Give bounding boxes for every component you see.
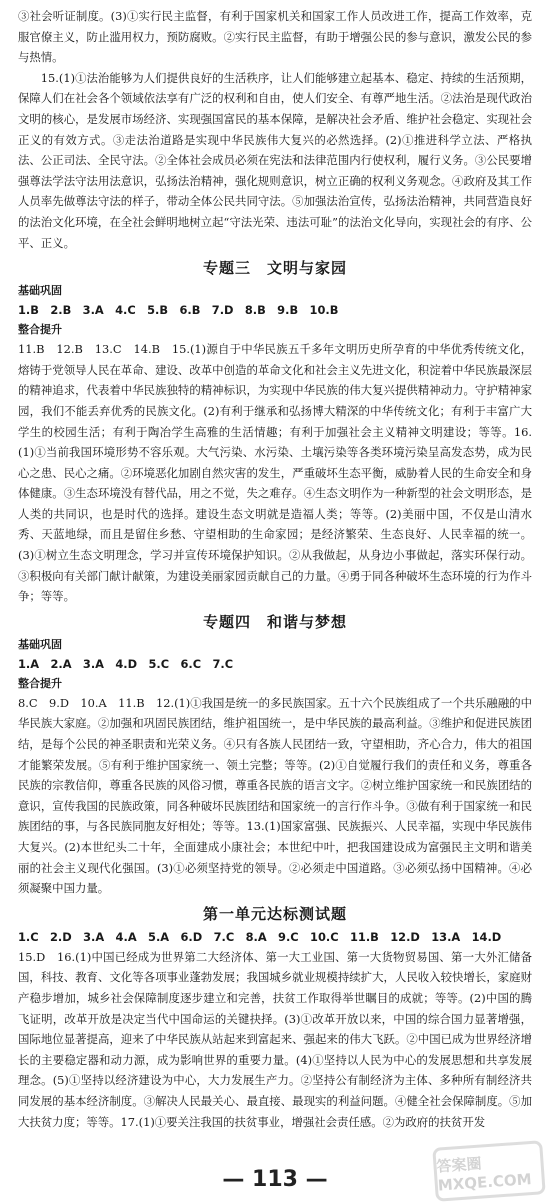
section3-basic-answers: 1.B 2.B 3.A 4.C 5.B 6.B 7.D 8.B 9.B 10.B — [18, 303, 339, 318]
section4-basic-answers: 1.A 2.A 3.A 4.D 5.C 6.C 7.C — [18, 656, 234, 671]
section3-advanced-text: 11.B 12.B 13.C 14.B 15.(1)源自于中华民族五千多年文明历史所孕育的中华优秀传统文化，熔铸于党领导人民在革命、建设、改革中创造的革命文化和社会主义先进文化，积淀着中华民族最深层的精神追求，代表着中华民族独特的精神标识，为实现中华民族的伟大复兴提供精神动力。守护精神家园，我们不能丢弃优秀的民族文化。(2)有利于继承和弘扬博大精深的中华传统文化；有利于丰富广大学生的校园生活；有利于陶冶学生高雅的生活情趣；有利于加强社会主义精神文明建设；等等。16.(1)①当前我国环境形势不容乐观。大气污染、水污染、土壤污染等各类环境污染呈高发态势，成为民心之患、民心之痛。②环境恶化加剧自然灾害的发生，严重破坏生态平衡，威胁着人民的生命安全和身体健康。③生态环境没有替代品，用之不觉，失之难存。④生态文明作为一种新型的社会文明形态，是人类的共同识，也是时代的选择。建设生态文明就是造福人类；等等。(2)美丽中国，不仅是山清水秀、天蓝地绿，而且是留住乡愁、守望相助的生命家园；是经济繁荣、生态良好、人民幸福的统一。(3)①树立生态文明理念，学习并宣传环境保护知识。②从我做起，从身边小事做起，落实环保行动。③积极向有关部门献计献策，为建设美丽家园贡献自己的力量。④勇于同各种破坏生态环境的行为作斗争；等等。 — [18, 342, 532, 604]
section4-advanced-label: 整合提升 — [18, 676, 62, 690]
section3-advanced-label: 整合提升 — [18, 323, 62, 337]
intro-paragraph-2: 15.(1)①法治能够为人们提供良好的生活秩序，让人们能够建立起基本、稳定、持续的生活预期，保障人们在社会各个领域依法享有广泛的权利和自由，使人们安全、有尊严地生活。②法治是现代政治文明的核心，是发展市场经济、实现强国富民的基本保障，是解决社会矛盾、维护社会稳定、实现社会正义的有效方式。③走法治道路是实现中华民族伟大复兴的必然选择。(2)①推进科学立法、严格执法、公正司法、全民守法。②全体社会成员必须在宪法和法律范围内行使权利，履行义务。③公民要增强尊法学法守法用法意识，弘扬法治精神，强化规则意识，树立正确的权利义务观念。④政府及其工作人员率先做尊法守法的样子，带动全体公民共同守法。⑤加强法治宣传，弘扬法治精神，共同营造良好的法治文化环境，在全社会鲜明地树立起“守法光荣、违法可耻”的法治文化导向，实现社会的有序、公平、正义。 — [18, 70, 532, 250]
unit-test-text: 15.D 16.(1)中国已经成为世界第二大经济体、第一大工业国、第一大货物贸易国、第一大外汇储备国，科技、教育、文化等各项事业蓬勃发展；我国城乡就业规模持续扩大，人民收入较快增长，家庭财产稳步增加，城乡社会保障制度逐步建立和完善，扶贫工作取得举世瞩目的成就；等等。(2)中国的腾飞证明，改革开放是决定当代中国命运的关键抉择。(3)①改革开放以来，中国的综合国力显著增强，国际地位显著提高，迎来了中华民族从站起来到富起来、强起来的伟大飞跃。②中国已成为世界经济增长的主要稳定器和动力源，成为影响世界的重要力量。(4)①坚持以人民为中心的发展思想和共享发展理念。(5)①坚持以经济建设为中心，大力发展生产力。②坚持公有制经济为主体、多种所有制经济共同发展的基本经济制度。③解决人民最关心、最直接、最现实的利益问题。④健全社会保障制度。⑤加大扶贫力度；等等。17.(1)①要关注我国的扶贫事业，增强社会责任感。②为政府的扶贫开发 — [18, 949, 532, 1129]
section4-basic-label: 基础巩固 — [18, 637, 62, 651]
section4-advanced-text: 8.C 9.D 10.A 11.B 12.(1)①我国是统一的多民族国家。五十六个民族组成了一个共乐融融的中华民族大家庭。②加强和巩固民族团结，维护祖国统一，是中华民族的最高利益。③维护和促进民族团结，是每个公民的神圣职责和光荣义务。④只有各族人民团结一致，守望相助，齐心合力，伟大的祖国才能繁荣发展。⑤有利于维护国家统一、领土完整；等等。(2)①自觉履行我们的责任和义务，尊重各民族的宗教信仰，尊重各民族的风俗习惯，尊重各民族的语言文字。②树立维护国家统一和民族团结的意识，宣传我国的民族政策，同各种破坏民族团结和国家统一的言行作斗争。③做有利于国家统一和民族团结的事，与各民族同胞友好相处；等等。13.(1)国家富强、民族振兴、人民幸福，实现中华民族伟大复兴。(2)本世纪头二十年，全面建成小康社会；本世纪中叶，把我国建设成为富强民主文明和谐美丽的社会主义现代化强国。(3)①必须坚持党的领导。②必须走中国道路。③必须弘扬中国精神。④必须凝聚中国力量。 — [18, 695, 532, 896]
section4-title: 专题四 和谐与梦想 — [202, 612, 347, 631]
intro-block — [18, 6, 532, 253]
watermark-text: 答案圈 MXQE.COM — [435, 1154, 533, 1195]
page-number: — 113 — — [222, 1167, 328, 1192]
intro-paragraph-1: ③社会听证制度。(3)①实行民主监督，有利于国家机关和国家工作人员改进工作，提高工作效率，克服官僚主义，防止滥用权力，预防腐败。②实行民主监督，有助于增强公民的参与意识，激发公民的参与热情。 — [18, 9, 532, 65]
unit-test-answers-line: 1.C 2.D 3.A 4.A 5.A 6.D 7.C 8.A 9.C 10.C 11.B 12.D 13.A 14.D — [18, 929, 502, 944]
section3-title: 专题三 文明与家园 — [202, 259, 347, 278]
unit-test-title: 第一单元达标测试题 — [202, 904, 347, 923]
section3-basic-label: 基础巩固 — [18, 284, 62, 298]
watermark-logo — [432, 1140, 545, 1202]
